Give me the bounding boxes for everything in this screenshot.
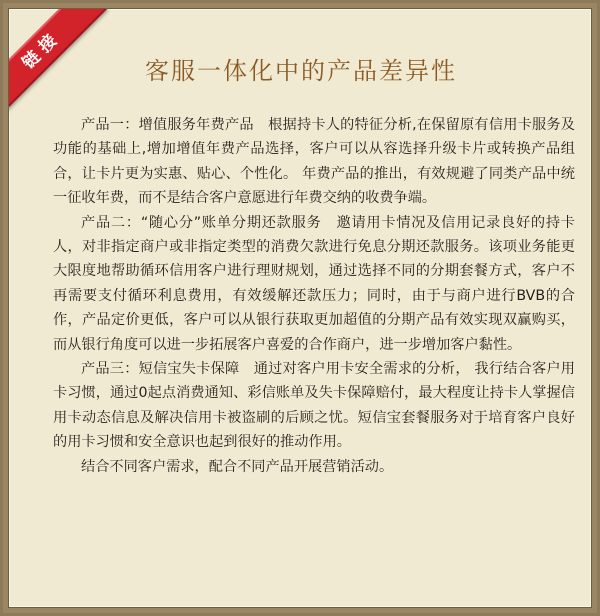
paragraph-product-three: 产品三：短信宝失卡保障 通过对客户用卡安全需求的分析， 我行结合客户用卡习惯，通过0起点消费通知、彩信账单及失卡保障赔付，最大程度让持卡人掌握信用卡动态信息及解决信用卡被盗刷的后顾之忧。短信宝套餐服务对于培育客户良好的用卡习惯和安全意识也起到很好的推动作用。 (53, 361, 575, 451)
paragraph-product-one: 产品一：增值服务年费产品 根据持卡人的特征分析,在保留原有信用卡服务及功能的基础上,增加增值年费产品选择，客户可以从容选择升级卡片或转换产品组合，让卡片更为实惠、贴心、个性化。 年费产品的推出，有效规避了同类产品中统一征收年费，而不是结合客户意愿进行年费交纳的收费争端。 (53, 117, 575, 207)
corner-badge (9, 9, 119, 119)
article-body (53, 113, 575, 479)
paragraph-product-two: 产品二：“随心分”账单分期还款服务 邀请用卡情况及信用记录良好的持卡人，对非指定商户或非指定类型的消费欠款进行免息分期还款服务。该项业务能更大限度地帮助循环信用客户进行理财规划，通过选择不同的分期套餐方式，客户不再需要支付循环利息费用，有效缓解还款压力；同时，由于与商户进行BVB的合作，产品定价更低，客户可以从银行获取更加超值的分期产品有效实现双赢购买，而从银行角度可以进一步拓展客户喜爱的合作商户，进一步增加客户黏性。 (53, 214, 575, 353)
article-panel (8, 8, 592, 608)
corner-badge-label: 链接 (9, 9, 107, 115)
page-title: 客服一体化中的产品差异性 (145, 57, 457, 85)
paragraph-conclusion: 结合不同客户需求，配合不同产品开展营销活动。 (81, 458, 394, 475)
